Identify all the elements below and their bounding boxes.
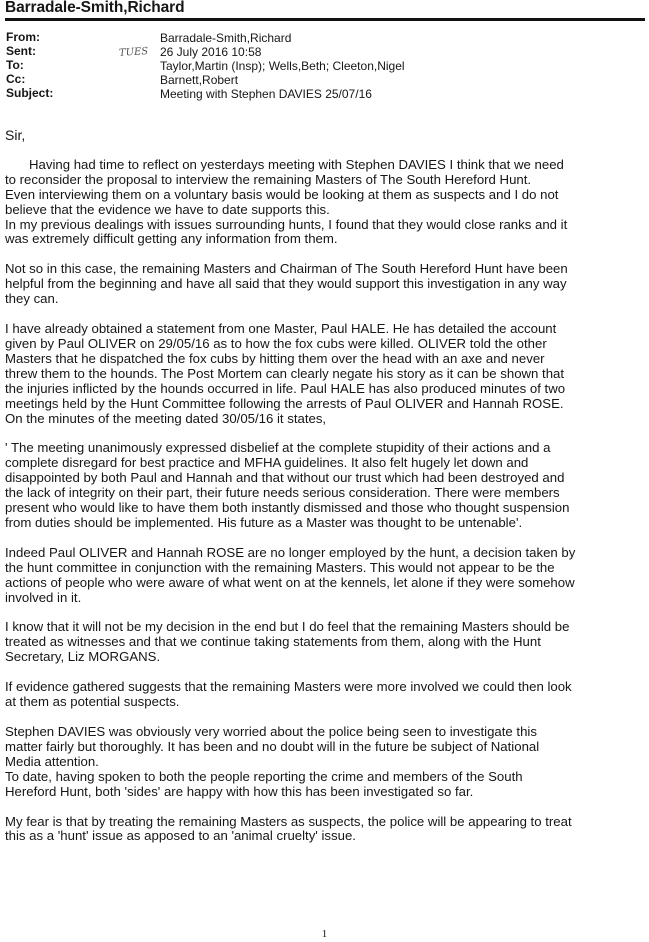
text-line: involved in it. <box>5 589 82 605</box>
paragraph-1 <box>5 158 643 247</box>
cc-label: Cc: <box>6 72 26 86</box>
to-label: To: <box>6 58 24 72</box>
text-line: Not so in this case, the remaining Masters and Chairman of The South Hereford Hunt have been <box>5 261 568 277</box>
text-line: actions of people who were aware of what went on at the kennels, let alone if they were somehow <box>5 574 575 590</box>
text-line: the lack of integrity on their part, their future needs serious consideration. There were members <box>5 485 560 501</box>
text-line: they can. <box>5 291 59 307</box>
text-line: Hereford Hunt, both 'sides' are happy with how this has been investigated so far. <box>5 783 474 799</box>
text-line: Secretary, Liz MORGANS. <box>5 649 161 665</box>
paragraph-7 <box>5 725 643 800</box>
paragraph-4 <box>5 546 643 606</box>
text-line: In my previous dealings with issues surrounding hunts, I found that they would close ranks and it <box>5 216 568 232</box>
text-line: On the minutes of the meeting dated 30/05/16 it states, <box>5 410 327 426</box>
text-line: Even interviewing them on a voluntary basis would be looking at them as suspects and I do not <box>5 186 559 202</box>
text-line: To date, having spoken to both the people reporting the crime and members of the South <box>5 768 523 784</box>
text-line: matter fairly but thoroughly. It has been and no doubt will in the future be subject of National <box>5 738 540 754</box>
text-line: given by Paul OLIVER on 29/05/16 as to how the fox cubs were killed. OLIVER told the other <box>5 335 547 351</box>
paragraph-3 <box>5 322 643 426</box>
subject-label: Subject: <box>6 86 54 100</box>
text-line: My fear is that by treating the remaining Masters as suspects, the police will be appearing to treat <box>5 813 572 829</box>
paragraph-2 <box>5 262 643 307</box>
text-line: the injuries inflicted by the hounds occurred in life. Paul HALE has also produced minutes of two <box>5 380 566 396</box>
paragraph-6 <box>5 680 643 710</box>
page-number: 1 <box>321 928 328 940</box>
from-label: From: <box>6 30 40 44</box>
paragraph-5 <box>5 620 643 665</box>
text-line: this as a 'hunt' issue as apposed to an 'animal cruelty' issue. <box>5 828 356 844</box>
paragraph-8 <box>5 815 643 845</box>
text-line: treated as witnesses and that we continue taking statements from them, along with the Hunt <box>5 634 541 650</box>
quoted-minutes <box>5 441 643 530</box>
text-line: Stephen DAVIES was obviously very worried about the police being seen to investigate this <box>5 724 537 739</box>
text-line: threw them to the hounds. The Post Mortem can clearly negate his story as it can be shown that <box>5 365 565 381</box>
text-line: I know that it will not be my decision in the end but I do feel that the remaining Masters should be <box>5 619 570 635</box>
from-value: Barradale-Smith,Richard <box>160 31 292 45</box>
text-line: helpful from the beginning and have all said that they would support this investigation in any way <box>5 276 567 292</box>
to-value: Taylor,Martin (Insp); Wells,Beth; Cleeton,Nigel <box>160 59 405 73</box>
text-line: Indeed Paul OLIVER and Hannah ROSE are no longer employed by the hunt, a decision taken by <box>5 544 576 560</box>
letter-body <box>5 128 643 844</box>
text-line: disappointed by both Paul and Hannah and that without our trust which had been destroyed and <box>5 470 565 486</box>
handwritten-annotation: TUES <box>118 45 149 60</box>
sent-label: Sent: <box>6 44 36 58</box>
text-line: to reconsider the proposal to interview the remaining Masters of The South Hereford Hunt. <box>5 171 532 187</box>
header-divider <box>5 18 645 21</box>
sender-heading: Barradale-Smith,Richard <box>5 0 185 16</box>
sent-value: 26 July 2016 10:58 <box>160 45 262 59</box>
text-line: meetings held by the Hunt Committee following the arrests of Paul OLIVER and Hannah ROSE. <box>5 395 564 411</box>
text-line: believe that the evidence we have to date supports this. <box>5 201 330 217</box>
text-line: at them as potential suspects. <box>5 694 180 710</box>
text-line: complete disregard for best practice and MFHA guidelines. It also felt hugely let down and <box>5 455 529 471</box>
text-line: from duties should be implemented. His future as a Master was thought to be untenable'. <box>5 514 523 530</box>
text-line: ' The meeting unanimously expressed disbelief at the complete stupidity of their actions and a <box>5 440 551 456</box>
text-line: Masters that he dispatched the fox cubs by hitting them over the head with an axe and never <box>5 350 545 366</box>
text-line: If evidence gathered suggests that the remaining Masters were more involved we could then look <box>5 679 572 695</box>
text-line: was extremely difficult getting any information from them. <box>5 231 338 247</box>
greeting: Sir, <box>5 127 26 143</box>
text-line: Media attention. <box>5 753 99 769</box>
subject-value: Meeting with Stephen DAVIES 25/07/16 <box>160 87 372 101</box>
text-line: Having had time to reflect on yesterdays meeting with Stephen DAVIES I think that we need <box>29 156 564 172</box>
text-line: I have already obtained a statement from one Master, Paul HALE. He has detailed the account <box>5 321 557 337</box>
text-line: present who would like to have them both instantly dismissed and those who thought suspension <box>5 500 570 516</box>
cc-value: Barnett,Robert <box>160 73 239 87</box>
text-line: the hunt committee in conjunction with the remaining Masters. This would not appear to be the <box>5 559 555 575</box>
